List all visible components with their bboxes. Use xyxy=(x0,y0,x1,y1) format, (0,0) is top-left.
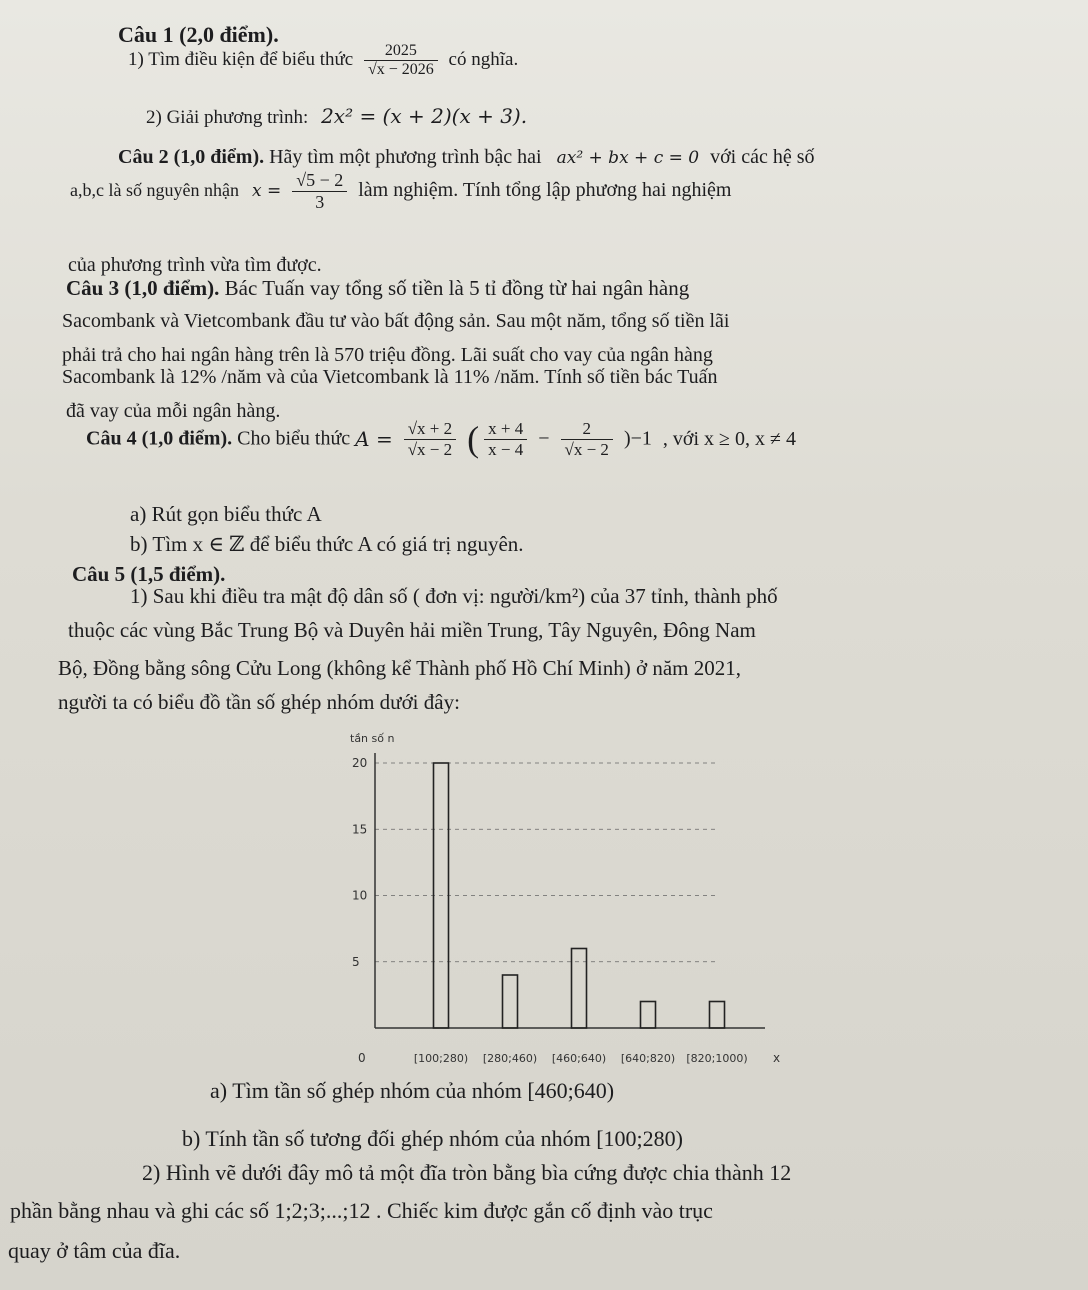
y-axis-label: tần số n xyxy=(350,732,395,745)
x-tick-label: [460;640) xyxy=(551,1052,607,1065)
q4-fraction-3 xyxy=(561,419,613,460)
y-tick-label: 10 xyxy=(352,888,368,903)
q3-line4: Sacombank là 12% /năm và của Vietcombank là 11% /năm. Tính số tiền bác Tuấn xyxy=(62,366,718,388)
chart-gridlines xyxy=(375,763,715,962)
histogram-bar xyxy=(710,1002,725,1029)
q1-fraction xyxy=(364,42,438,79)
q4-title: Câu 4 (1,0 điểm). xyxy=(86,427,233,450)
q2-x-eq: x = xyxy=(251,181,282,202)
histogram-bar xyxy=(641,1002,656,1029)
q2-line1-text: Hãy tìm một phương trình bậc hai xyxy=(269,146,542,168)
q2-line2 xyxy=(70,170,731,213)
q5-part2-line3: quay ở tâm của đĩa. xyxy=(8,1238,181,1263)
q4-fraction-1 xyxy=(404,419,456,460)
q4-part-a: a) Rút gọn biểu thức A xyxy=(130,502,322,526)
q2-line1-suffix: với các hệ số xyxy=(710,146,815,168)
q5-part2-line2: phần bằng nhau và ghi các số 1;2;3;...;12 . Chiếc kim được gắn cố định vào trục xyxy=(10,1198,713,1223)
q4-part-b: b) Tìm x ∈ ℤ để biểu thức A có giá trị nguyên. xyxy=(130,532,524,556)
x-axis-label: x xyxy=(773,1051,781,1065)
q3-line1 xyxy=(66,276,689,301)
q4-f1-num: √x + 2 xyxy=(404,419,456,440)
frequency-histogram xyxy=(330,728,800,1068)
q5-title: Câu 5 (1,5 điểm). xyxy=(72,562,226,586)
q3-line5: đã vay của mỗi ngân hàng. xyxy=(66,400,281,422)
q2-line3: của phương trình vừa tìm được. xyxy=(68,254,322,276)
y-tick-label: 5 xyxy=(352,954,360,969)
q4-fraction-2 xyxy=(484,419,527,460)
q4-paren-open: ( xyxy=(467,419,480,459)
y-tick-labels xyxy=(352,756,367,1065)
q4-a-eq: A = xyxy=(355,427,393,451)
q3-line1-text: Bác Tuấn vay tổng số tiền là 5 tỉ đồng từ hai ngân hàng xyxy=(224,276,690,300)
q5-line3: Bộ, Đồng bằng sông Cửu Long (không kể Thành phố Hồ Chí Minh) ở năm 2021, xyxy=(58,656,741,680)
q1-part2-text: 2) Giải phương trình: xyxy=(146,107,309,128)
x-tick-label: [820;1000) xyxy=(686,1052,748,1065)
y-tick-label: 20 xyxy=(352,756,368,770)
q4-minus: − xyxy=(538,427,550,450)
q4-f1-den: √x − 2 xyxy=(407,439,453,459)
q4-condition: , với x ≥ 0, x ≠ 4 xyxy=(662,427,796,450)
q4-f3-num: 2 xyxy=(561,419,613,440)
q4-tail: )−1 xyxy=(623,427,652,450)
q3-line2: Sacombank và Vietcombank đầu tư vào bất động sản. Sau một năm, tổng số tiền lãi xyxy=(62,310,730,332)
q4-f2-num: x + 4 xyxy=(484,419,527,440)
q2-line1 xyxy=(118,146,815,169)
q2-title: Câu 2 (1,0 điểm). xyxy=(118,146,265,168)
q1-title: Câu 1 (2,0 điểm). xyxy=(118,22,279,47)
q4-f2-den: x − 4 xyxy=(488,439,524,459)
y-tick-label: 15 xyxy=(352,822,368,837)
q2-fraction xyxy=(292,170,347,213)
q2-frac-den: 3 xyxy=(315,192,325,212)
q1-frac-den: √x − 2026 xyxy=(367,61,434,78)
histogram-bar xyxy=(572,949,587,1029)
q1-frac-num: 2025 xyxy=(364,42,438,61)
q2-equation: ax² + bx + c = 0 xyxy=(556,148,700,168)
q5-line1: 1) Sau khi điều tra mật độ dân số ( đơn vị: người/km²) của 37 tỉnh, thành phố xyxy=(130,584,778,608)
q1-part2 xyxy=(146,104,527,129)
q5-part-a: a) Tìm tần số ghép nhóm của nhóm [460;640) xyxy=(210,1078,615,1103)
x-tick-labels xyxy=(414,1052,748,1065)
histogram-bar xyxy=(503,975,518,1028)
q2-line2-suffix: làm nghiệm. Tính tổng lập phương hai nghiệm xyxy=(358,179,732,202)
q1-part2-equation: 2x² = (x + 2)(x + 3). xyxy=(321,104,528,128)
q1-part1-text: 1) Tìm điều kiện để biểu thức xyxy=(128,48,354,70)
q2-frac-num: √5 − 2 xyxy=(292,170,347,192)
q4-intro: Cho biểu thức xyxy=(237,427,351,450)
x-tick-label: [100;280) xyxy=(413,1052,469,1065)
q5-line4: người ta có biểu đồ tần số ghép nhóm dưới đây: xyxy=(58,690,460,714)
q2-line2-text: a,b,c là số nguyên nhận xyxy=(70,180,239,201)
x-tick-label: [280;460) xyxy=(482,1052,538,1065)
q5-part2-line1: 2) Hình vẽ dưới đây mô tả một đĩa tròn bằng bìa cứng được chia thành 12 xyxy=(142,1160,792,1185)
q3-title: Câu 3 (1,0 điểm). xyxy=(66,276,220,300)
q3-line3: phải trả cho hai ngân hàng trên là 570 triệu đồng. Lãi suất cho vay của ngân hàng xyxy=(62,344,713,366)
q1-part1-suffix: có nghĩa. xyxy=(448,48,519,70)
y-tick-label: 0 xyxy=(358,1051,366,1065)
q5-part-b: b) Tính tần số tương đối ghép nhóm của nhóm [100;280) xyxy=(182,1126,683,1151)
x-tick-label: [640;820) xyxy=(620,1052,676,1065)
q5-line2: thuộc các vùng Bắc Trung Bộ và Duyên hải miền Trung, Tây Nguyên, Đông Nam xyxy=(68,618,756,642)
q1-part1 xyxy=(128,42,518,79)
q4-f3-den: √x − 2 xyxy=(564,439,609,459)
q4-line1 xyxy=(86,418,796,460)
